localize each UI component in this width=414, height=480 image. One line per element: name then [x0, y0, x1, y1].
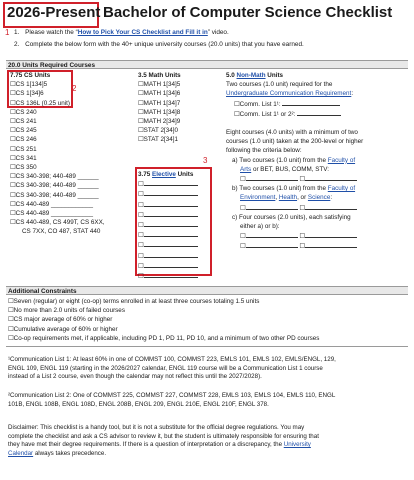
constraint-item[interactable]: ☐ Co-op requirements met, if applicable, including PD 1, PD 11, PD 10, and a minimum of two other PD courses	[8, 334, 319, 343]
elective-slot[interactable]	[138, 261, 198, 271]
cs-item[interactable]: ☐ CS 1[34]6	[10, 89, 105, 98]
instruction-1-post: ” video.	[207, 29, 229, 36]
criteria-c-slots[interactable]	[226, 231, 363, 241]
criteria-b-slots[interactable]	[226, 203, 363, 213]
cs-item[interactable]: ☐ CS 245	[10, 126, 105, 135]
comm-list-2-note: ²Communication List 2: One of COMMST 225, COMMST 227, COMMST 228, EMLS 103, EMLS 104, EMLS 110, ENGL 101B, ENGL 108B, ENGL 108D, ENGL 208B, ENGL 209, ENGL 210E, ENGL 210F, ENGL 378.	[8, 392, 336, 408]
cs-item[interactable]: ☐ CS 136L (0.25 unit)	[10, 99, 105, 108]
elective-slot[interactable]	[138, 251, 198, 261]
cs-item[interactable]: ☐ CS 240	[10, 108, 105, 117]
criteria-b: b) Two courses (1.0 unit) from the Faculty of	[232, 185, 356, 193]
cs-item[interactable]: ☐ CS 251	[10, 145, 105, 154]
criteria-a-slots[interactable]	[226, 174, 363, 184]
cs-item-multi-cont: CS 7XX, CO 487, STAT 440	[22, 228, 101, 236]
elective-link[interactable]: Elective	[152, 171, 176, 178]
cs-item[interactable]: ☐ CS 350	[10, 163, 105, 172]
math-units-column	[138, 71, 181, 145]
nonmath-units-column	[226, 71, 363, 252]
constraints-divider	[6, 346, 408, 347]
constraint-item[interactable]: ☐ No more than 2.0 units of failed courses	[8, 306, 319, 315]
elective-units-column	[138, 170, 198, 281]
math-units-heading: 3.5 Math Units	[138, 72, 181, 79]
instruction-1-num: 1.	[14, 29, 20, 36]
constraint-item[interactable]: ☐ CS major average of 60% or higher	[8, 315, 319, 324]
instruction-2-text: Complete the below form with the 40+ unique university courses (20.0 units) that you have earned.	[25, 41, 304, 48]
criteria-c: c) Four courses (2.0 units), each satisfying	[232, 213, 351, 221]
constraint-item[interactable]: ☐ Seven (regular) or eight (co-op) terms enrolled in at least three courses totaling 1.5 units	[8, 297, 319, 306]
instruction-1	[14, 29, 229, 36]
marker-3: 3	[203, 156, 208, 165]
cs-item[interactable]: ☐ CS 340-398; 440-489 ______	[10, 191, 105, 200]
nonmath-link[interactable]: Non-Math	[236, 72, 266, 79]
eight-line-2: courses (1.0 unit) taken at the 200-level or higher	[226, 138, 364, 146]
page-title: Bachelor of Computer Science Checklist	[103, 4, 393, 21]
elective-slot[interactable]	[138, 230, 198, 240]
cs-item[interactable]: ☐ CS 340-398; 440-489 ______	[10, 172, 105, 181]
cs-item[interactable]: ☐ CS 246	[10, 135, 105, 144]
elective-slot[interactable]	[138, 271, 198, 281]
elective-slot[interactable]	[138, 189, 198, 199]
elective-slot[interactable]	[138, 240, 198, 250]
comm-requirement-link[interactable]: Undergraduate Communication Requirement	[226, 90, 352, 98]
math-item[interactable]: ☐ MATH 1[34]6	[138, 89, 181, 98]
comm-list-2-field[interactable]: ☐ Comm. List 1¹ or 2²:	[226, 109, 363, 119]
faculty-env-link[interactable]: Faculty of	[327, 185, 356, 193]
required-section-header: 20.0 Units Required Courses	[6, 60, 408, 69]
math-item[interactable]: ☐ STAT 2[34]1	[138, 135, 181, 144]
math-item[interactable]: ☐ MATH 1[34]5	[138, 80, 181, 89]
faculty-arts-link[interactable]: Faculty of	[327, 156, 356, 164]
criteria-a-2: Arts or BET, BUS, COMM, STV:	[240, 165, 329, 173]
cs-item[interactable]: ☐ CS 341	[10, 154, 105, 163]
elective-slot[interactable]	[138, 179, 198, 189]
criteria-b-2: Environment, Health, or Science:	[240, 194, 333, 202]
calendar-link[interactable]: Calendar	[8, 449, 34, 457]
comm-req: Undergraduate Communication Requirement:	[226, 90, 354, 98]
elective-slot[interactable]	[138, 210, 198, 220]
constraints-list	[8, 297, 319, 343]
university-calendar-link[interactable]: University	[283, 441, 311, 449]
comm-list-1-field[interactable]: ☐ Comm. List 1¹:	[226, 99, 363, 109]
criteria-c-2: either a) or b):	[240, 223, 280, 231]
constraints-header: Additional Constraints	[6, 286, 408, 295]
criteria-a: a) Two courses (1.0 unit) from the Faculty of	[232, 156, 356, 164]
math-item[interactable]: ☐ MATH 1[34]8	[138, 108, 181, 117]
elective-units-heading: 3.75 Elective Units	[138, 171, 194, 178]
nonmath-heading: 5.0 Non-Math Units	[226, 72, 284, 79]
instruction-1-pre: Please watch the “	[25, 29, 78, 36]
constraint-item[interactable]: ☐ Cumulative average of 60% or higher	[8, 325, 319, 334]
cs-item[interactable]: ☐ CS 440-489 ____________	[10, 200, 105, 209]
elective-slot[interactable]	[138, 220, 198, 230]
cs-item[interactable]: ☐ CS 340-398; 440-489 ______	[10, 181, 105, 190]
comm-intro: Two courses (1.0 unit) required for the	[226, 81, 333, 89]
math-item[interactable]: ☐ MATH 1[34]7	[138, 99, 181, 108]
video-link[interactable]: How to Pick Your CS Checklist and Fill it in	[77, 29, 208, 36]
math-item[interactable]: ☐ MATH 2[34]9	[138, 117, 181, 126]
instruction-2-num: 2.	[14, 41, 20, 48]
cs-item-multi[interactable]: ☐ CS 440-489, CS 499T, CS 6XX,	[10, 218, 105, 227]
eight-line-3: following the criteria below:	[226, 147, 302, 155]
marker-1: 1	[5, 28, 10, 37]
title-year: 2026-Present	[7, 4, 101, 21]
marker-2: 2	[72, 84, 77, 93]
disclaimer: Disclaimer: This checklist is a handy tool, but it is not a substitute for the official degree regulations. You may complete the checklist and ask a CS advisor to review it, but the student is ultimately responsible for ensuring that they have met their degree requirements. If there is a question of interpretation or a discrepancy, the University Calendar always takes precedence.	[8, 424, 319, 457]
criteria-c-slots-2[interactable]	[226, 241, 363, 251]
comm-list-1-note: ¹Communication List 1: At least 60% in one of COMMST 100, COMMST 223, EMLS 101, EMLS 102, EMLS/ENGL, 129, ENGL 109, ENGL 119 (starting in the 2026/2027 calendar, ENGL 119 course will be a Communication List 1 course instead of a List 2 course, even though the calendar may not reflect this until the 2027/2028).	[8, 356, 336, 381]
math-item[interactable]: ☐ STAT 2[34]0	[138, 126, 181, 135]
cs-item[interactable]: ☐ CS 241	[10, 117, 105, 126]
cs-units-heading: 7.75 CS Units	[10, 72, 51, 79]
cs-item[interactable]: ☐ CS 1[134]5	[10, 80, 105, 89]
cs-units-column	[10, 71, 105, 237]
eight-intro: Eight courses (4.0 units) with a minimum of two	[226, 129, 358, 137]
instruction-2	[14, 41, 304, 48]
cs-item[interactable]: ☐ CS 440-489 ____________	[10, 209, 105, 218]
elective-slot[interactable]	[138, 200, 198, 210]
